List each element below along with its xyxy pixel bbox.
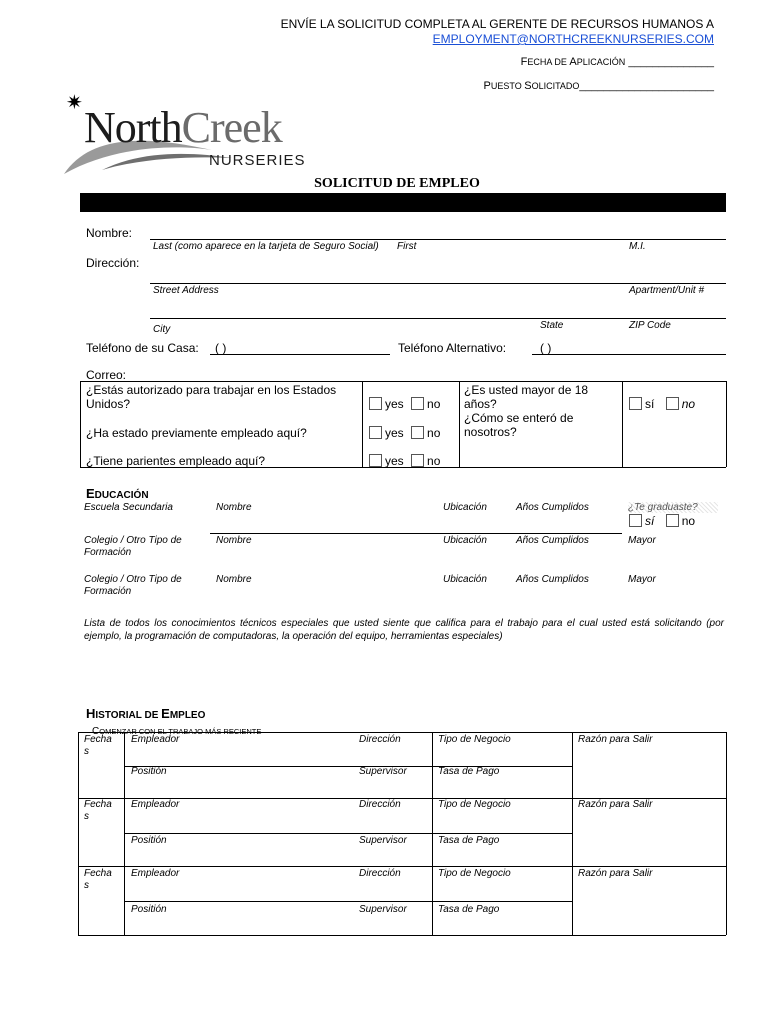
college1-name-hint: Nombre (216, 535, 252, 546)
first-name-hint: First (397, 241, 417, 252)
previously-employed-yes-checkbox[interactable] (369, 426, 382, 439)
job3-reason-label: Razón para Salir (578, 868, 653, 879)
job1-dates-label: Fecha s (84, 734, 112, 757)
home-phone-label: Teléfono de su Casa: (86, 341, 199, 355)
work-authorization-answer: yes no (369, 397, 440, 411)
hs-name-hint: Nombre (216, 502, 252, 513)
alt-phone-parens: ( ) (540, 341, 552, 355)
college2-location-hint: Ubicación (443, 574, 487, 585)
over-18-si-checkbox[interactable] (629, 397, 642, 410)
referral-source-question: ¿Cómo se enteró de nosotros? (464, 411, 574, 439)
graduated-no-checkbox[interactable] (666, 514, 679, 527)
logo-nurseries: NURSERIES (209, 152, 306, 169)
relatives-employed-question: ¿Tiene parientes empleado aquí? (86, 454, 266, 468)
relatives-employed-answer: yes no (369, 454, 440, 468)
job2-reason-label: Razón para Salir (578, 799, 653, 810)
alt-phone-field[interactable] (532, 354, 726, 355)
logo-star-icon: ✷ (66, 92, 83, 114)
middle-initial-hint: M.I. (629, 241, 646, 252)
college-label-1: Colegio / Otro Tipo de Formación (84, 535, 182, 558)
college2-name-hint: Nombre (216, 574, 252, 585)
college2-major-hint: Mayor (628, 574, 656, 585)
hs-location-hint: Ubicación (443, 502, 487, 513)
work-authorization-yes-checkbox[interactable] (369, 397, 382, 410)
previously-employed-no-checkbox[interactable] (411, 426, 424, 439)
application-date: FECHA DE APLICACIÓN ______________ (520, 56, 714, 68)
special-skills-note: Lista de todos los conocimientos técnicos especiales que usted siente que califica para el trabajo para el cual usted está solicitando (por ejemplo, la programación de computadoras, la operación del equipo, herramientas especiales) (84, 618, 724, 642)
northcreek-logo (62, 92, 312, 180)
job2-dates-label: Fecha s (84, 799, 112, 822)
job3-pay-rate-label: Tasa de Pago (438, 904, 500, 915)
job3-dates-label: Fecha s (84, 868, 112, 891)
logo-creek: Creek (181, 103, 282, 152)
job2-business-type-label: Tipo de Negocio (438, 799, 511, 810)
name-field[interactable] (150, 239, 726, 240)
job2-supervisor-label: Supervisor (359, 835, 407, 846)
college-label-2: Colegio / Otro Tipo de Formación (84, 574, 182, 597)
employment-history-heading: HISTORIAL DE EMPLEO (86, 706, 206, 721)
job3-address-label: Dirección (359, 868, 401, 879)
title-bar (80, 193, 726, 212)
hs-years-hint: Años Cumplidos (516, 502, 589, 513)
work-authorization-no-checkbox[interactable] (411, 397, 424, 410)
job1-position-label: Positión (131, 766, 167, 777)
college1-location-hint: Ubicación (443, 535, 487, 546)
job2-pay-rate-label: Tasa de Pago (438, 835, 500, 846)
job3-employer-label: Empleador (131, 868, 180, 879)
over-18-answer: sí no (629, 397, 695, 411)
over-18-question: ¿Es usted mayor de 18 años? (464, 383, 589, 411)
position-applied: PUESTO SOLICITADO______________________ (483, 80, 714, 92)
home-phone-parens: ( ) (215, 341, 227, 355)
graduated-answer: sí no (629, 514, 695, 528)
street-hint: Street Address (153, 285, 219, 296)
employment-history-subheading: COMENZAR CON EL TRABAJO MÁS RECIENTE (92, 726, 262, 737)
college1-years-hint: Años Cumplidos (516, 535, 589, 546)
previously-employed-answer: yes no (369, 426, 440, 440)
zip-hint: ZIP Code (629, 320, 671, 331)
submit-line: ENVÍE LA SOLICITUD COMPLETA AL GERENTE DE RECURSOS HUMANOS A (280, 17, 714, 31)
high-school-label: Escuela Secundaria (84, 502, 173, 513)
position-applied-field[interactable]: ______________________ (579, 80, 714, 92)
apartment-hint: Apartment/Unit # (629, 285, 705, 296)
job1-reason-label: Razón para Salir (578, 734, 653, 745)
last-name-hint: Last (como aparece en la tarjeta de Seguro Social) (153, 241, 379, 252)
over-18-no-checkbox[interactable] (666, 397, 679, 410)
graduated-si-checkbox[interactable] (629, 514, 642, 527)
city-hint: City (153, 324, 171, 335)
alt-phone-label: Teléfono Alternativo: (398, 341, 507, 355)
address-label: Dirección: (86, 256, 140, 270)
college1-major-hint: Mayor (628, 535, 656, 546)
job1-supervisor-label: Supervisor (359, 766, 407, 777)
form-title: SOLICITUD DE EMPLEO (314, 176, 480, 191)
city-state-zip-field[interactable] (150, 318, 726, 319)
job2-address-label: Dirección (359, 799, 401, 810)
previously-employed-question: ¿Ha estado previamente empleado aquí? (86, 426, 307, 440)
graduated-question: ¿Te graduaste? (628, 502, 718, 513)
job3-position-label: Positión (131, 904, 167, 915)
street-address-field[interactable] (150, 283, 726, 284)
name-label: Nombre: (86, 226, 133, 240)
hr-email-link[interactable]: EMPLOYMENT@NORTHCREEKNURSERIES.COM (432, 32, 714, 46)
home-phone-field[interactable] (210, 354, 390, 355)
submit-instructions (281, 17, 714, 47)
logo-north: North (84, 103, 182, 152)
job2-position-label: Positión (131, 835, 167, 846)
job1-employer-label: Empleador (131, 734, 180, 745)
relatives-employed-yes-checkbox[interactable] (369, 454, 382, 467)
work-authorization-question: ¿Estás autorizado para trabajar en los Estados Unidos? (86, 383, 337, 411)
state-hint: State (540, 320, 564, 331)
job1-address-label: Dirección (359, 734, 401, 745)
job1-business-type-label: Tipo de Negocio (438, 734, 511, 745)
email-label: Correo: (86, 368, 127, 382)
job2-employer-label: Empleador (131, 799, 180, 810)
job1-pay-rate-label: Tasa de Pago (438, 766, 500, 777)
education-heading: EDUCACIÓN (86, 486, 149, 501)
job3-supervisor-label: Supervisor (359, 904, 407, 915)
relatives-employed-no-checkbox[interactable] (411, 454, 424, 467)
high-school-field[interactable] (210, 533, 622, 534)
job3-business-type-label: Tipo de Negocio (438, 868, 511, 879)
college2-years-hint: Años Cumplidos (516, 574, 589, 585)
application-date-field[interactable]: ______________ (628, 56, 714, 68)
